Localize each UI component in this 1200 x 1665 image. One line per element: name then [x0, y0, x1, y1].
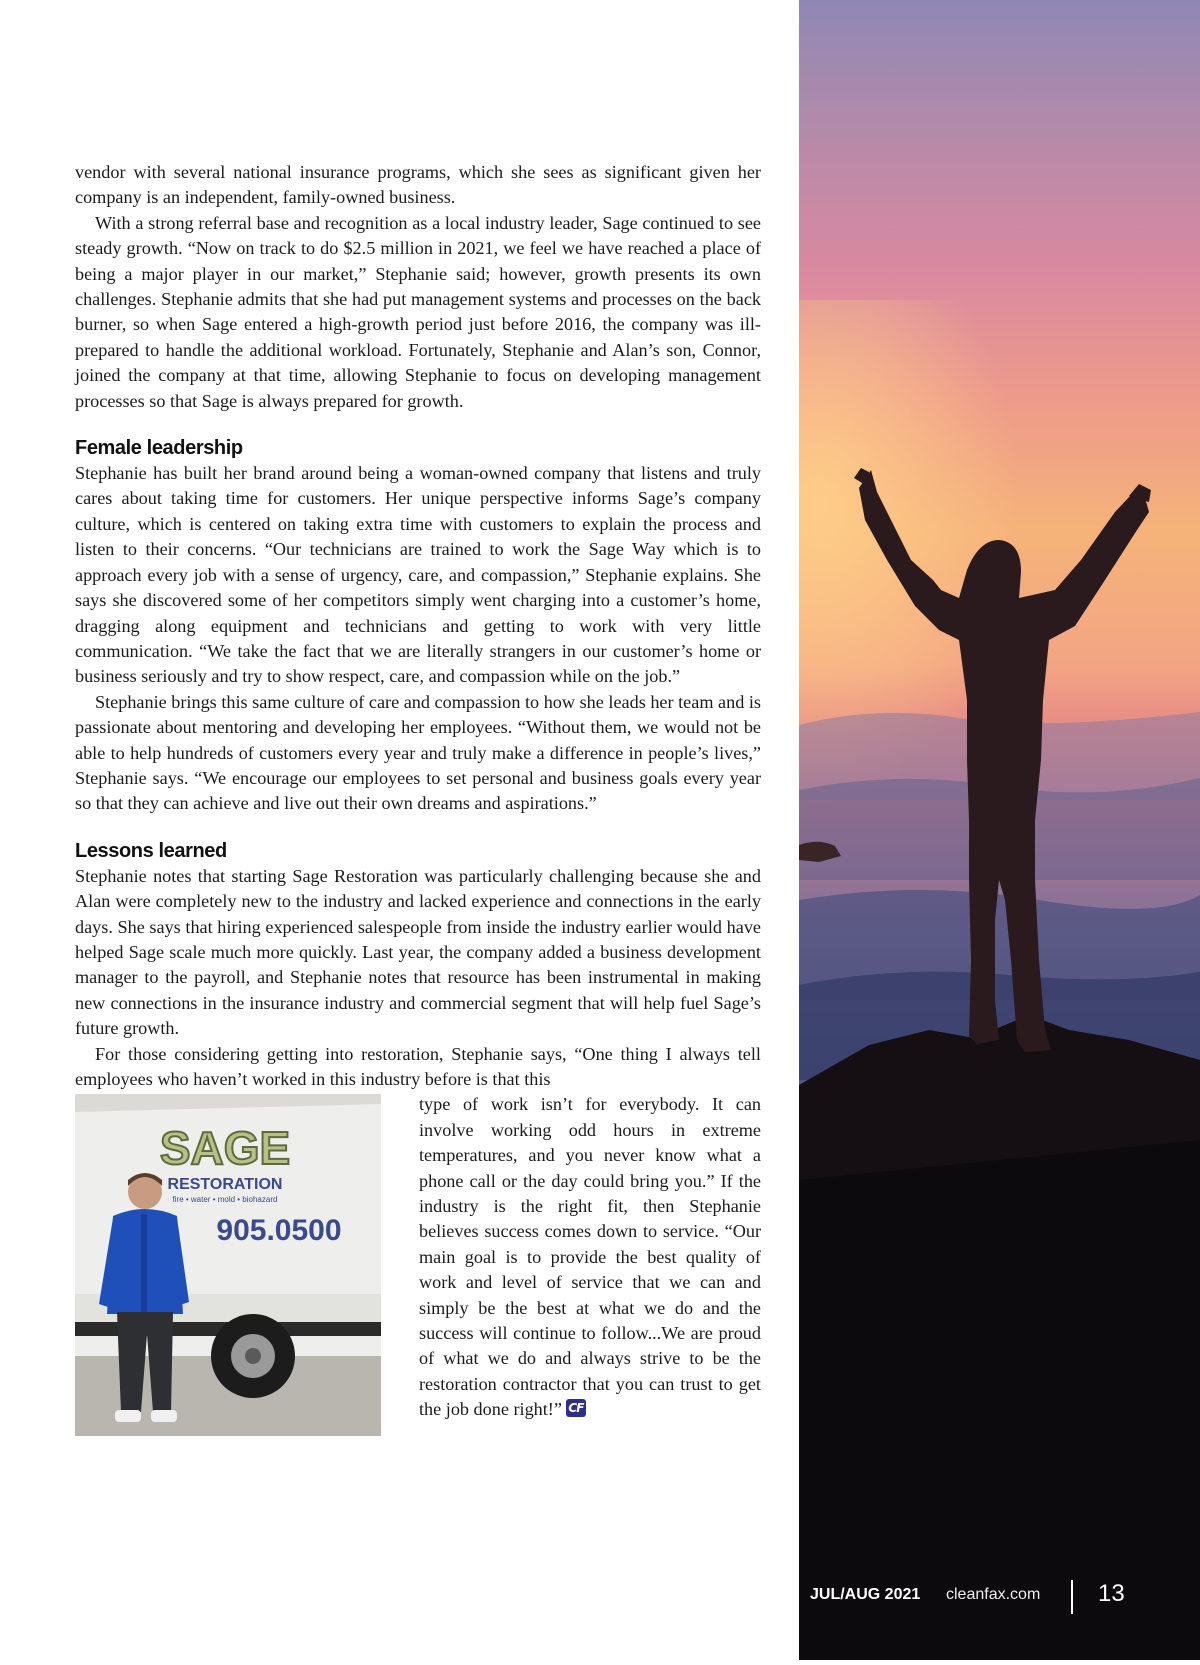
paragraph: With a strong referral base and recognition as a local industry leader, Sage continued to see steady growth. “Now on track to do $2.5 million in 2021, we feel we have reached a place of being a major player in our market,” Stephanie said; however, growth presents its own challenges. Stephanie admits that she had put management systems and processes on the back burner, so when Sage entered a high-growth period just before 2016, the company was ill-prepared to handle the additional workload. Fortunately, Stephanie and Alan’s son, Connor, joined the company at that time, allowing Stephanie to focus on developing management processes so that Sage is always prepared for growth.	[75, 212, 761, 411]
van-brand-text: SAGE	[159, 1122, 291, 1175]
clean-fax-logo-icon: CF	[566, 1399, 586, 1417]
article-body	[75, 160, 761, 1442]
paragraph-text: type of work isn’t for everybody. It can involve working odd hours in extreme temperatures, and you never know what a phone call or the day could bring you.” If the industry is the right fit, then Stephanie believes success comes down to service. “Our main goal is to provide the best quality of work and level of service that we can and simply be the best at what we do and the success will continue to follow...We are proud of what we do and always strive to be the restoration contractor that you can trust to get the job done right!”	[419, 1094, 761, 1420]
van-sub-text: RESTORATION	[167, 1176, 283, 1194]
paragraph: vendor with several national insurance programs, which she sees as significant given her company is an independent, family-owned business.	[75, 162, 761, 208]
van-phone-text: 905.0500	[216, 1214, 342, 1248]
site-url[interactable]: cleanfax.com	[946, 1586, 1041, 1603]
paragraph: For those considering getting into restoration, Stephanie says, “One thing I always tell employees who haven’t worked in this industry before is that this	[75, 1043, 761, 1089]
section-heading-lessons-learned: Lessons learned	[75, 839, 227, 862]
page-number: 13	[1098, 1580, 1125, 1607]
paragraph: Stephanie notes that starting Sage Restoration was particularly challenging because she and Alan were completely new to the industry and lacked experience and connections in the early days. She says that hiring experienced salespeople from inside the industry earlier would have helped Sage scale much more quickly. Last year, the company added a business development manager to the payroll, and Stephanie notes that resource has been instrumental in making new connections in the insurance industry and commercial segment that will help fuel Sage’s future growth.	[75, 865, 761, 1039]
footer-divider	[1071, 1580, 1073, 1614]
issue-date: JUL/AUG 2021	[810, 1586, 921, 1603]
paragraph: Stephanie brings this same culture of care and compassion to how she leads her team and is passionate about mentoring and developing her employees. “Without them, we would not be able to help hundreds of customers every year and truly make a difference in people’s lives,” Stephanie says. “We encourage our employees to set personal and business goals every year so that they can achieve and live out their own dreams and aspirations.”	[75, 691, 761, 814]
connor-van-photo	[75, 1094, 381, 1436]
section-heading-female-leadership: Female leadership	[75, 437, 243, 460]
sunset-silhouette-image	[799, 0, 1200, 1660]
van-services-text: fire • water • mold • biohazard	[172, 1195, 278, 1205]
paragraph: Stephanie has built her brand around being a woman-owned company that listens and truly cares about taking time for customers. Her unique perspective informs Sage’s company culture, which is centered on taking extra time with customers to explain the process and listen to their concerns. “Our technicians are trained to work the Sage Way which is to approach every job with a sense of urgency, care, and compassion,” Stephanie explains. She says she discovered some of her competitors simply went charging into a customer’s home, dragging along equipment and technicians and getting to work with very little communication. “We take the fact that we are literally strangers in our customer’s home or business seriously and try to show respect, care, and compassion while on the job.”	[75, 463, 761, 687]
